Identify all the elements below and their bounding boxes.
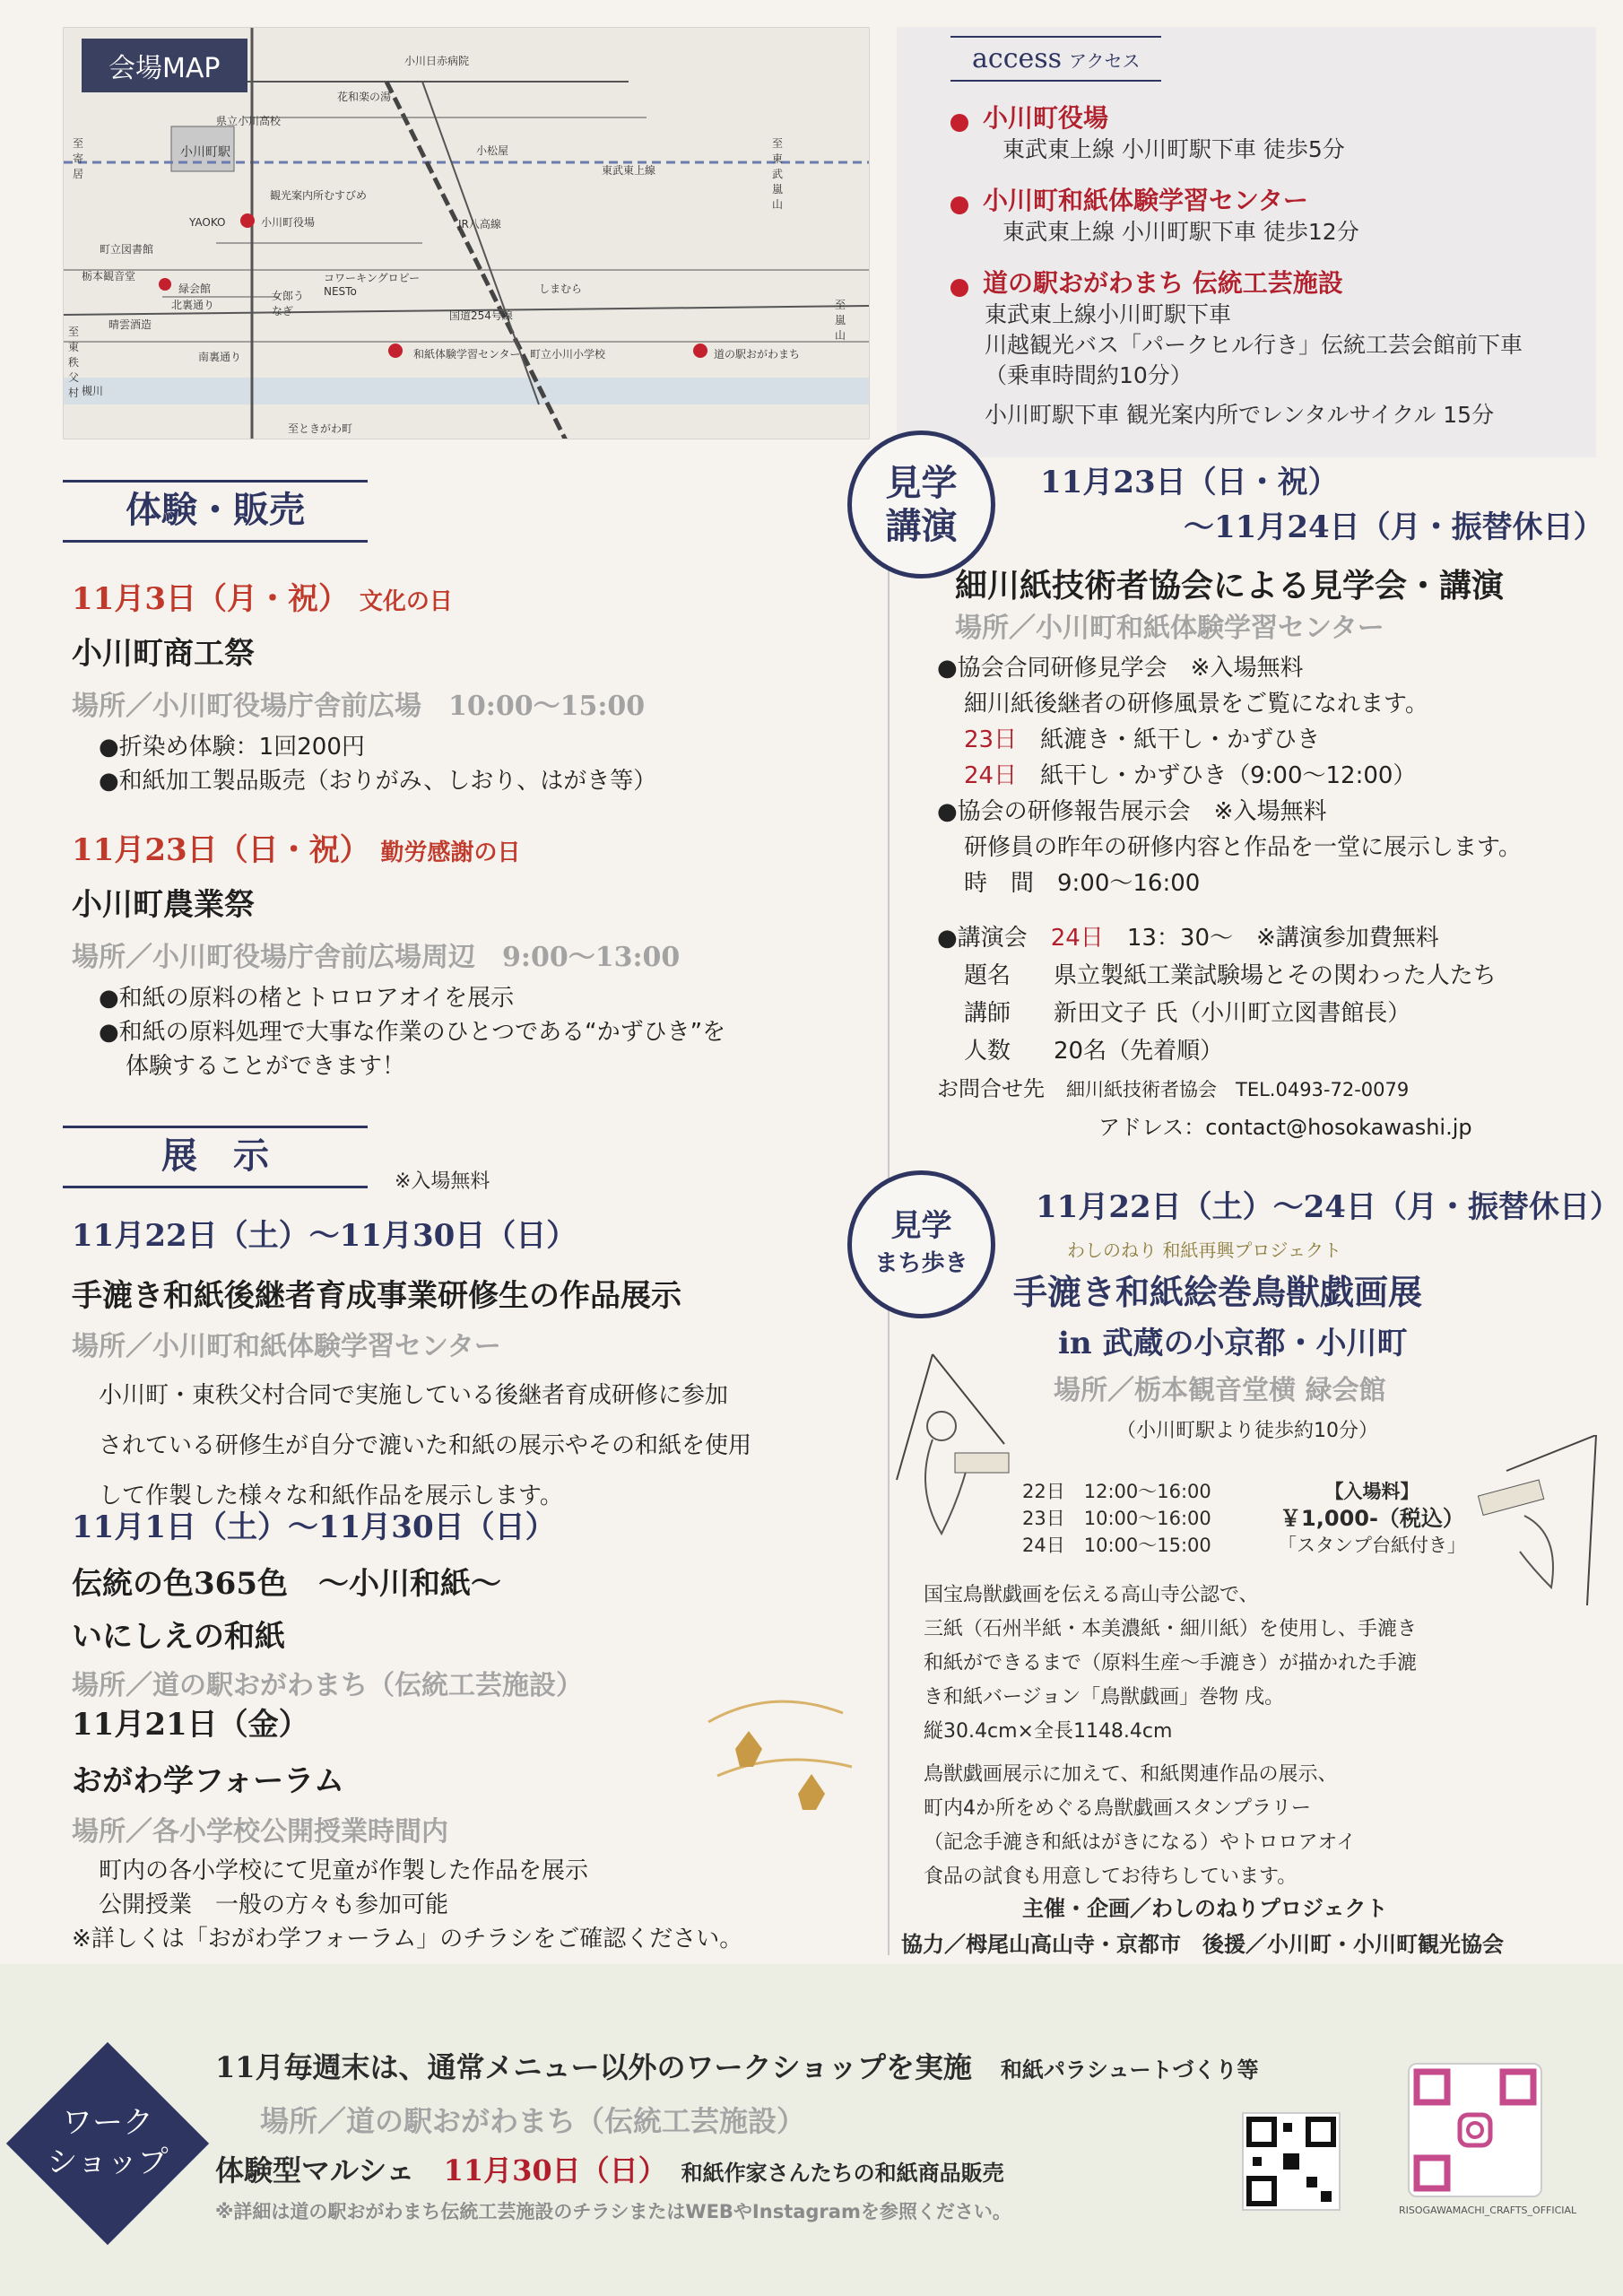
access-list [950, 99, 1596, 430]
kengaku-title: 細川紙技術者協会による見学会・講演 [955, 567, 1505, 604]
detail-text: 紙干し・かずひき（9:00～12:00） [1040, 762, 1417, 789]
exhibition-place: 場所／栃本観音堂横 緑会館 [1054, 1375, 1386, 1406]
lecture-key: 講師 [964, 1000, 1011, 1027]
event-line: ●和紙の原料処理で大事な作業のひとつである“かずひき”を [99, 1019, 726, 1046]
map-label: 北裏通り [171, 299, 215, 311]
event-title-2: いにしえの和紙 [72, 1619, 285, 1655]
sponsor-line: 協力／栂尾山高山寺・京都市 後援／小川町・小川町観光協会 [901, 1932, 1504, 1957]
section-heading-tenji: 展 示 [63, 1126, 368, 1188]
kengaku-details [937, 650, 1601, 1146]
lecture-value: 20名（先着順） [1054, 1038, 1224, 1065]
workshop-badge-text: ワーク ショップ [47, 2105, 169, 2180]
desc-line: 和紙ができるまで（原料生産～手漉き）が描かれた手漉 [924, 1652, 1418, 1674]
map-label: 緑会館 [178, 283, 212, 295]
event-place: 場所／道の駅おがわまち（伝統工芸施設） [72, 1670, 583, 1701]
desc-line: 国宝鳥獣戯画を伝える高山寺公認で、 [924, 1584, 1259, 1606]
workshop-footnote: ※詳細は道の駅おがわまち伝統工芸施設のチラシまたはWEBやInstagramを参照ください。 [215, 2201, 1011, 2222]
map-label: 東武東上線 [602, 164, 656, 177]
map-label: 観光案内所むすびめ [270, 189, 368, 202]
tenji-event-1 [72, 1211, 879, 1521]
map-label: 至嵐山 [835, 299, 846, 342]
detail-line: ●協会合同研修見学会 ※入場無料 [937, 655, 1304, 682]
detail-line: 細川紙後継者の研修風景をご覧になれます。 [964, 691, 1428, 718]
hours-list [1022, 1478, 1211, 1559]
detail-line [964, 722, 1601, 758]
taiken-event-2 [72, 825, 861, 1083]
map-label: 至ときがわ町 [288, 422, 353, 435]
map-label: 南裏通り [198, 351, 242, 363]
map-label: コワーキングロビー NESTo [324, 272, 421, 298]
machiaruki-date: 11月22日（土）～24日（月・振替休日） [1036, 1189, 1620, 1225]
map-label: JR八高線 [458, 218, 501, 230]
badge-text: 見学 [890, 1207, 952, 1244]
map-label: 至東武嵐山 [772, 137, 784, 211]
section-heading-taiken: 体験・販売 [63, 480, 368, 543]
access-item-name: 小川町和紙体験学習センター [983, 186, 1308, 215]
event-place: 場所／各小学校公開授業時間内 [72, 1816, 448, 1848]
detail-line: 時 間 9:00～16:00 [964, 870, 1201, 897]
event-line: ●折染め体験：1回200円 [99, 734, 365, 761]
access-line: （乗車時間約10分） [985, 362, 1193, 388]
access-title-sub: アクセス [1069, 50, 1141, 72]
fee-label: 【入場料】 [1324, 1481, 1419, 1502]
contact-label: お問合せ先 [937, 1076, 1045, 1101]
badge-text: 講演 [885, 504, 958, 547]
desc-line: 三紙（石州半紙・本美濃紙・細川紙）を使用し、手漉き [924, 1618, 1418, 1640]
badge-text: 見学 [885, 461, 958, 504]
red-dot-icon [950, 279, 968, 297]
choju-giga-frog-illustration-icon [879, 1345, 1031, 1552]
marche-date: 11月30日（日） [443, 2153, 653, 2187]
day-label: 24日 [964, 762, 1018, 789]
event-line: 小川町・東秩父村合同で実施している後継者育成研修に参加 [99, 1382, 729, 1409]
qr-code-instagram[interactable] [1408, 2063, 1542, 2197]
map-label: 至東秩父村 [68, 326, 80, 399]
desc-line: 鳥獣戯画展示に加えて、和紙関連作品の展示、 [924, 1763, 1338, 1786]
map-label: 至寄居 [73, 137, 84, 180]
map-label: 栃本観音堂 [82, 270, 136, 283]
map-label: 小川日赤病院 [404, 55, 470, 67]
badge-kengaku-koen [847, 430, 995, 578]
marche-title: 体験型マルシェ [215, 2153, 415, 2187]
workshop-note: 和紙パラシュートづくり等 [1000, 2057, 1259, 2083]
map-label: 花和楽の湯 [337, 91, 392, 103]
desc-line: 食品の試食も用意してお待ちしています。 [924, 1866, 1298, 1888]
lecture-row [964, 995, 1601, 1032]
project-name: わしのねり 和紙再興プロジェクト [1067, 1239, 1341, 1261]
marche-line [215, 2148, 1004, 2189]
badge-text: まち歩き [874, 1249, 968, 1277]
desc-line: き和紙バージョン「鳥獣戯画」巻物 戌。 [924, 1686, 1285, 1709]
venue-map [63, 27, 870, 439]
lecture-row [964, 957, 1601, 995]
kengaku-date: 11月23日（日・祝） [1040, 465, 1339, 500]
hours-row: 22日 12:00～16:00 [1022, 1481, 1211, 1502]
map-label: 小松屋 [476, 144, 509, 157]
exhibition-desc-2 [924, 1758, 1462, 1894]
event-title: 小川町農業祭 [72, 887, 255, 923]
desc-line: 縦30.4cm×全長1148.4cm [924, 1720, 1173, 1743]
lecture-line [937, 919, 1601, 957]
event-place: 場所／小川町役場庁舎前広場周辺 9:00～13:00 [72, 942, 681, 973]
hours-row: 24日 10:00～15:00 [1022, 1535, 1211, 1556]
maple-leaf-decoration-icon [699, 1668, 861, 1812]
detail-line: ●協会の研修報告展示会 ※入場無料 [937, 798, 1327, 825]
event-title: おがわ学フォーラム [72, 1763, 344, 1799]
access-item-name: 道の駅おがわまち 伝統工芸施設 [983, 268, 1343, 298]
access-item [950, 181, 1596, 248]
lecture-key: 人数 [964, 1038, 1011, 1065]
map-title: 会場MAP [82, 39, 247, 92]
access-item [950, 264, 1596, 430]
lecture-key: 題名 [964, 962, 1011, 989]
desc-line: （記念手漉き和紙はがきになる）やトロロアオイ [924, 1831, 1357, 1854]
event-date-note: 文化の日 [359, 588, 453, 615]
exhibition-desc-1 [924, 1578, 1569, 1749]
access-panel [897, 27, 1596, 457]
fee-note: 「スタンプ台紙付き」 [1278, 1535, 1466, 1556]
event-place: 場所／小川町役場庁舎前広場 10:00～15:00 [72, 691, 646, 722]
day-label: 24日 [1050, 925, 1104, 952]
day-label: 23日 [964, 726, 1018, 753]
qr-code-web[interactable] [1242, 2112, 1341, 2211]
lecture-label: ●講演会 [937, 925, 1028, 952]
map-label: 小川町駅 [180, 145, 230, 160]
map-label: しまむら [539, 283, 583, 295]
detail-text: 紙漉き・紙干し・かずひき [1040, 726, 1321, 753]
lecture-value: 新田文子 氏（小川町立図書館長） [1054, 1000, 1411, 1027]
map-label: 町立小川小学校 [530, 348, 606, 361]
kengaku-date-2: ～11月24日（月・振替休日） [1184, 509, 1604, 545]
map-label: 和紙体験学習センター [413, 348, 521, 361]
detail-line [964, 758, 1601, 794]
fee-amount: ￥1,000-（税込） [1280, 1506, 1464, 1531]
detail-line: 研修員の昨年の研修内容と作品を一堂に展示します。 [964, 834, 1522, 861]
map-label: 槻川 [82, 385, 104, 397]
access-title [950, 36, 1161, 82]
workshop-main-text: 11月毎週末は、通常メニュー以外のワークショップを実施 [215, 2050, 972, 2084]
access-line: 東武東上線 小川町駅下車 徒歩5分 [1002, 136, 1345, 162]
exhibition-title: 手漉き和紙絵巻鳥獣戯画展 [1013, 1272, 1423, 1312]
map-label: 町立図書館 [100, 243, 154, 256]
red-dot-icon [950, 114, 968, 132]
workshop-place: 場所／道の駅おがわまち（伝統工芸施設） [260, 2104, 806, 2138]
event-date-note: 勤労感謝の日 [380, 839, 521, 866]
map-label: 小川町役場 [261, 216, 316, 229]
kengaku-place: 場所／小川町和紙体験学習センター [955, 613, 1384, 644]
contact-tel: 細川紙技術者協会 TEL.0493-72-0079 [1066, 1079, 1410, 1100]
lecture-value: 県立製紙工業試験場とその関わった人たち [1054, 962, 1497, 989]
map-label: 国道254号線 [449, 309, 513, 322]
event-line: 体験することができます！ [126, 1053, 406, 1080]
event-date [72, 825, 861, 869]
event-title: 手漉き和紙後継者育成事業研修生の作品展示 [72, 1278, 681, 1314]
event-date: 11月22日（土）～11月30日（日） [72, 1218, 577, 1254]
access-line: 東武東上線小川町駅下車 [985, 301, 1232, 327]
event-line: ●和紙加工製品販売（おりがみ、しおり、はがき等） [99, 768, 657, 795]
event-place: 場所／小川町和紙体験学習センター [72, 1331, 501, 1362]
access-line: 小川町駅下車 観光案内所でレンタルサイクル 15分 [985, 402, 1495, 428]
taiken-event-1 [72, 574, 861, 798]
sponsor-line: 主催・企画／わしのねりプロジェクト [1022, 1896, 1388, 1921]
walk-time: （小川町駅より徒歩約10分） [1116, 1420, 1378, 1442]
map-label: 県立小川高校 [216, 115, 282, 127]
map-label: 道の駅おがわまち [714, 348, 801, 361]
workshop-band [0, 1964, 1623, 2296]
map-label: 晴雲酒造 [108, 318, 152, 331]
event-line: ●和紙の原料の楮とトロロアオイを展示 [99, 985, 515, 1012]
access-item-name: 小川町役場 [983, 103, 1109, 133]
event-line: して作製した様々な和紙作品を展示します。 [99, 1483, 563, 1509]
access-title-text: access [972, 43, 1063, 74]
event-date-text: 11月3日（月・祝） [72, 581, 349, 617]
desc-line: 町内4か所をめぐる鳥獣戯画スタンプラリー [924, 1797, 1311, 1820]
event-date: 11月1日（土）～11月30日（日） [72, 1509, 556, 1545]
event-line: ※詳しくは「おがわ学フォーラム」のチラシをご確認ください。 [72, 1926, 743, 1952]
fee-block [1273, 1478, 1471, 1559]
event-date-text: 11月23日（日・祝） [72, 832, 370, 868]
lecture-time: 13：30～ ※講演参加費無料 [1126, 925, 1439, 952]
access-line: 東武東上線 小川町駅下車 徒歩12分 [1002, 219, 1359, 245]
access-line: 川越観光バス「パークヒル行き」伝統工芸会館前下車 [985, 332, 1523, 358]
instagram-handle[interactable]: RISOGAWAMACHI_CRAFTS_OFFICIAL [1399, 2205, 1577, 2216]
contact-line [937, 1070, 1601, 1109]
event-date: 11月21日（金） [72, 1707, 309, 1743]
event-line: 町内の各小学校にて児童が作製した作品を展示 [99, 1857, 589, 1884]
map-label: YAOKO [189, 216, 226, 229]
event-line: 公開授業 一般の方々も参加可能 [99, 1892, 449, 1918]
qr-pattern-icon [1244, 2114, 1339, 2209]
badge-machiaruki [847, 1170, 995, 1318]
instagram-qr-icon [1410, 2065, 1541, 2196]
map-label: 女郎うなぎ [272, 290, 305, 317]
workshop-line-1 [215, 2045, 1258, 2086]
tenji-free-note: ※入場無料 [395, 1170, 490, 1193]
event-title: 小川町商工祭 [72, 636, 255, 672]
lecture-row [964, 1032, 1601, 1070]
event-title: 伝統の色365色 ～小川和紙～ [72, 1566, 501, 1602]
contact-email[interactable]: アドレス：contact@hosokawashi.jp [1098, 1115, 1472, 1140]
event-date [72, 574, 861, 618]
access-item [950, 99, 1596, 165]
marche-note: 和紙作家さんたちの和紙商品販売 [681, 2160, 1004, 2186]
red-dot-icon [950, 196, 968, 214]
hours-row: 23日 10:00～16:00 [1022, 1508, 1211, 1529]
exhibition-subtitle: in 武蔵の小京都・小川町 [1058, 1326, 1408, 1361]
event-line: されている研修生が自分で漉いた和紙の展示やその和紙を使用 [99, 1432, 752, 1459]
